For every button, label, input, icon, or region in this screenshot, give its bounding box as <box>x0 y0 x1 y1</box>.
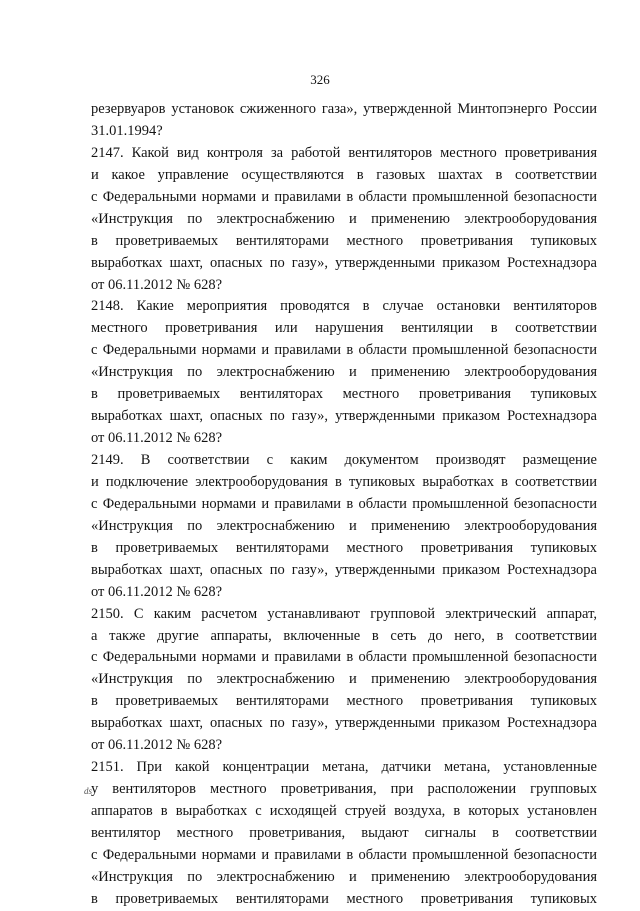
text-line: «Инструкция по электроснабжению и применению электрооборудования <box>91 671 597 688</box>
text-line: от 06.11.2012 № 628? <box>91 430 223 447</box>
text-line: в проветриваемых вентиляторами местного проветривания тупиковых <box>91 232 597 249</box>
text-line: резервуаров установок сжиженного газа», утвержденной Минтопэнерго России <box>91 101 597 117</box>
text-line: 2150. С каким расчетом устанавливают групповой электрический аппарат, <box>91 605 597 622</box>
text-line: 2147. Какой вид контроля за работой вентиляторов местного проветривания <box>91 144 597 161</box>
text-line: в проветриваемых вентиляторах местного проветривания тупиковых <box>91 386 597 403</box>
text-line: 31.01.1994? <box>91 122 163 139</box>
text-line: 2148. Какие мероприятия проводятся в случае остановки вентиляторов <box>91 298 597 315</box>
handwritten-mark: ds <box>84 786 93 796</box>
text-line: а также другие аппараты, включенные в сеть до него, в соответствии <box>91 627 597 644</box>
text-line: местного проветривания или нарушения вентиляции в соответствии <box>91 320 597 337</box>
text-line: и подключение электрооборудования в тупиковых выработках в соответствии <box>91 473 597 490</box>
text-line: вентилятор местного проветривания, выдают сигналы в соответствии <box>91 824 597 841</box>
text-line: аппаратов в выработках с исходящей струей воздуха, в которых установлен <box>91 803 597 819</box>
text-line: от 06.11.2012 № 628? <box>91 583 223 600</box>
text-line: с Федеральными нормами и правилами в области промышленной безопасности <box>91 342 597 359</box>
text-line: «Инструкция по электроснабжению и применению электрооборудования <box>91 868 597 885</box>
body-text <box>91 99 597 911</box>
text-line: у вентиляторов местного проветривания, при расположении групповых <box>91 781 597 798</box>
page-number: 326 <box>310 72 330 87</box>
text-line: «Инструкция по электроснабжению и применению электрооборудования <box>91 517 597 534</box>
text-line: с Федеральными нормами и правилами в области промышленной безопасности <box>91 649 597 666</box>
text-line: в проветриваемых вентиляторами местного проветривания тупиковых <box>91 890 597 907</box>
text-line: «Инструкция по электроснабжению и применению электрооборудования <box>91 364 597 381</box>
text-line: с Федеральными нормами и правилами в области промышленной безопасности <box>91 495 597 512</box>
text-line: с Федеральными нормами и правилами в области промышленной безопасности <box>91 846 597 863</box>
text-line: 2151. При какой концентрации метана, датчики метана, установленные <box>91 759 597 776</box>
text-line: от 06.11.2012 № 628? <box>91 737 223 754</box>
text-line: и какое управление осуществляются в газовых шахтах в соответствии <box>91 166 597 183</box>
text-line: выработках шахт, опасных по газу», утвержденными приказом Ростехнадзора <box>91 561 597 578</box>
text-line: выработках шахт, опасных по газу», утвержденными приказом Ростехнадзора <box>91 254 597 271</box>
text-line: с Федеральными нормами и правилами в области промышленной безопасности <box>91 188 597 205</box>
text-line: в проветриваемых вентиляторами местного проветривания тупиковых <box>91 539 597 556</box>
text-line: «Инструкция по электроснабжению и применению электрооборудования <box>91 210 597 227</box>
text-line: 2149. В соответствии с каким документом производят размещение <box>91 452 597 468</box>
text-line: от 06.11.2012 № 628? <box>91 276 223 293</box>
text-line: выработках шахт, опасных по газу», утвержденными приказом Ростехнадзора <box>91 715 597 732</box>
text-line: в проветриваемых вентиляторами местного проветривания тупиковых <box>91 693 597 710</box>
text-line: выработках шахт, опасных по газу», утвержденными приказом Ростехнадзора <box>91 408 597 425</box>
